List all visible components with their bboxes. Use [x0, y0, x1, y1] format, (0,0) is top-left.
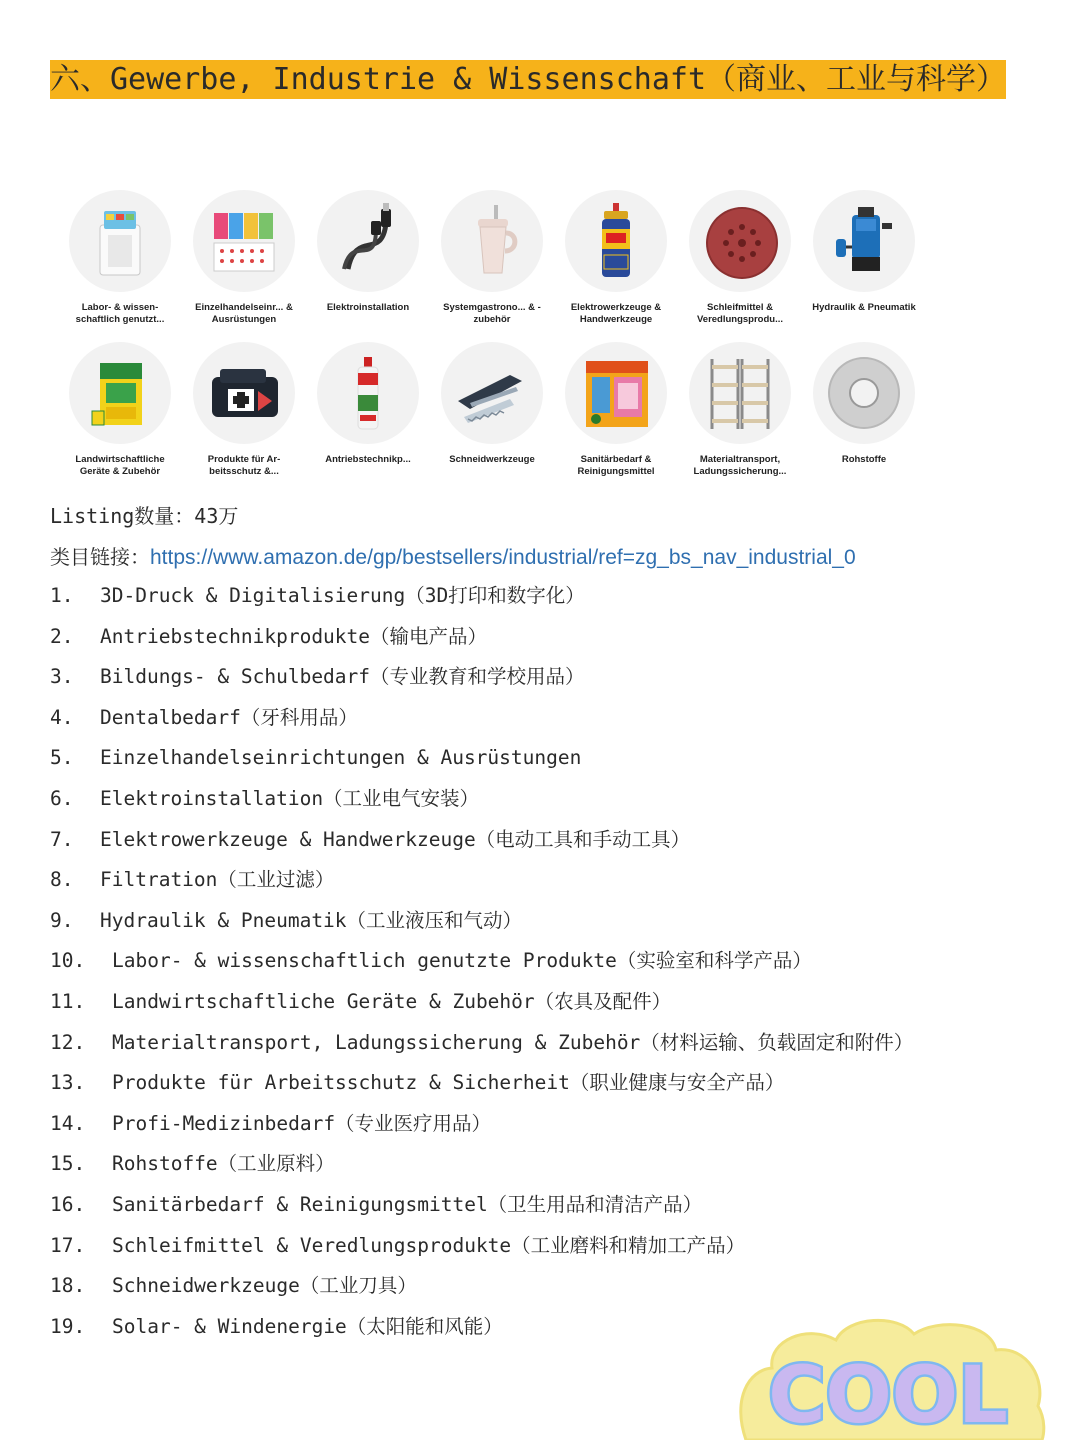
category-label: Schleifmittel & Veredlungsprodu...: [696, 302, 784, 325]
list-item: [50, 617, 1010, 658]
list-item: [50, 901, 1010, 942]
item-number: 6.: [50, 786, 74, 810]
item-text: Rohstoffe（工业原料）: [112, 1152, 335, 1176]
category-link-line: [50, 541, 856, 570]
list-item: [50, 820, 1010, 861]
lab-product-package-icon: [69, 190, 171, 292]
item-text: Antriebstechnikprodukte（输电产品）: [100, 624, 488, 648]
category-power-tools[interactable]: [554, 190, 678, 336]
cool-sticker: [728, 1310, 1048, 1440]
item-text: Landwirtschaftliche Geräte & Zubehör（农具及配件）: [112, 989, 672, 1013]
category-label: Sanitärbedarf & Reinigungsmittel: [577, 454, 655, 477]
submersible-pump-icon: [813, 190, 915, 292]
category-electrical-installation[interactable]: [306, 190, 430, 336]
item-text: Elektroinstallation（工业电气安装）: [100, 786, 480, 810]
link-label: 类目链接：: [50, 545, 150, 569]
item-text: Filtration（工业过滤）: [100, 868, 335, 892]
fertilizer-box-icon: [69, 342, 171, 444]
metal-washer-icon: [813, 342, 915, 444]
category-label: Labor- & wissen-schaftlich genutzt...: [75, 302, 165, 325]
item-number: 12.: [50, 1030, 86, 1054]
category-hydraulics[interactable]: [802, 190, 926, 336]
item-number: 2.: [50, 624, 74, 648]
listing-count: Listing数量：43万: [50, 504, 239, 528]
list-item: [50, 1226, 1010, 1267]
item-text: Profi-Medizinbedarf（专业医疗用品）: [112, 1111, 492, 1135]
item-text: Solar- & Windenergie（太阳能和风能）: [112, 1314, 503, 1338]
list-item: [50, 698, 1010, 739]
first-aid-kit-icon: [193, 342, 295, 444]
category-drive-technology[interactable]: [306, 342, 430, 488]
retail-price-labels-icon: [193, 190, 295, 292]
spray-can-icon: [565, 190, 667, 292]
item-number: 13.: [50, 1071, 86, 1095]
list-item: [50, 1185, 1010, 1226]
item-number: 3.: [50, 665, 74, 689]
category-agriculture[interactable]: [58, 342, 182, 488]
item-number: 18.: [50, 1274, 86, 1298]
category-label: Rohstoffe: [841, 454, 887, 465]
item-number: 10.: [50, 949, 86, 973]
category-material-transport[interactable]: [678, 342, 802, 488]
cleaning-pack-icon: [565, 342, 667, 444]
item-text: Sanitärbedarf & Reinigungsmittel（卫生用品和清洁产品）: [112, 1192, 703, 1216]
usb-cable-icon: [317, 190, 419, 292]
category-abrasives[interactable]: [678, 190, 802, 336]
item-text: Schneidwerkzeuge（工业刀具）: [112, 1274, 417, 1298]
category-raw-materials[interactable]: [802, 342, 926, 488]
category-retail-equipment[interactable]: [182, 190, 306, 336]
category-label: Landwirtschaftliche Geräte & Zubehör: [75, 454, 165, 477]
item-text: Schleifmittel & Veredlungsprodukte（工业磨料和精加工产品）: [112, 1233, 746, 1257]
category-label: Hydraulik & Pneumatik: [812, 302, 916, 313]
item-number: 5.: [50, 746, 74, 770]
category-label: Produkte für Ar-beitsschutz &...: [207, 454, 281, 477]
page-title: [50, 50, 1030, 110]
category-link[interactable]: https://www.amazon.de/gp/bestsellers/industrial/ref=zg_bs_nav_industrial_0: [150, 546, 856, 569]
list-item: [50, 738, 1010, 779]
item-text: Elektrowerkzeuge & Handwerkzeuge（电动工具和手动工具）: [100, 827, 691, 851]
category-label: Elektroinstallation: [326, 302, 410, 313]
item-text: Materialtransport, Ladungssicherung & Zubehör（材料运输、负载固定和附件）: [112, 1030, 914, 1054]
list-item: [50, 941, 1010, 982]
oil-bottle-icon: [317, 342, 419, 444]
item-number: 1.: [50, 584, 74, 607]
sticker-text: COOL: [768, 1351, 1008, 1440]
list-item: [50, 982, 1010, 1023]
item-text: Einzelhandelseinrichtungen & Ausrüstungen: [100, 746, 582, 770]
list-item: [50, 779, 1010, 820]
list-item: [50, 1144, 1010, 1185]
item-text: Dentalbedarf（牙科用品）: [100, 705, 358, 729]
category-lab-products[interactable]: [58, 190, 182, 336]
list-item: [50, 1266, 1010, 1307]
category-label: Systemgastrono... & -zubehör: [443, 302, 541, 325]
list-item: [50, 657, 1010, 698]
tumbler-cup-icon: [441, 190, 543, 292]
item-text: Labor- & wissenschaftlich genutzte Produkte（实验室和科学产品）: [112, 949, 812, 973]
list-item: [50, 860, 1010, 901]
list-item: [50, 576, 1010, 617]
category-label: Schneidwerkzeuge: [449, 454, 535, 465]
item-number: 16.: [50, 1192, 86, 1216]
category-cutting-tools[interactable]: [430, 342, 554, 488]
item-number: 4.: [50, 705, 74, 729]
item-number: 7.: [50, 827, 74, 851]
item-number: 19.: [50, 1314, 86, 1338]
list-item: [50, 1104, 1010, 1145]
category-label: Einzelhandelseinr... & Ausrüstungen: [195, 302, 293, 325]
list-item: [50, 1063, 1010, 1104]
item-number: 9.: [50, 908, 74, 932]
item-number: 8.: [50, 868, 74, 892]
saw-blades-icon: [441, 342, 543, 444]
category-label: Elektrowerkzeuge & Handwerkzeuge: [570, 302, 662, 325]
category-occupational-safety[interactable]: [182, 342, 306, 488]
category-gastronomy[interactable]: [430, 190, 554, 336]
item-number: 11.: [50, 989, 86, 1013]
category-grid: [58, 190, 938, 488]
storage-shelf-icon: [689, 342, 791, 444]
subcategory-list: [50, 576, 1010, 1347]
list-item: [50, 1023, 1010, 1064]
sanding-disc-icon: [689, 190, 791, 292]
item-number: 14.: [50, 1111, 86, 1135]
item-text: Produkte für Arbeitsschutz & Sicherheit（职业健康与安全产品）: [112, 1071, 785, 1095]
category-label: Materialtransport, Ladungssicherung...: [693, 454, 787, 477]
category-sanitary[interactable]: [554, 342, 678, 488]
item-text: 3D-Druck & Digitalisierung（3D打印和数字化）: [100, 584, 585, 607]
item-text: Hydraulik & Pneumatik（工业液压和气动）: [100, 908, 523, 932]
title-text: 六、Gewerbe, Industrie & Wissenschaft（商业、工业与科学）: [50, 62, 1007, 97]
category-label: Antriebstechnikp...: [325, 454, 411, 465]
item-number: 17.: [50, 1233, 86, 1257]
item-number: 15.: [50, 1152, 86, 1176]
item-text: Bildungs- & Schulbedarf（专业教育和学校用品）: [100, 665, 585, 689]
